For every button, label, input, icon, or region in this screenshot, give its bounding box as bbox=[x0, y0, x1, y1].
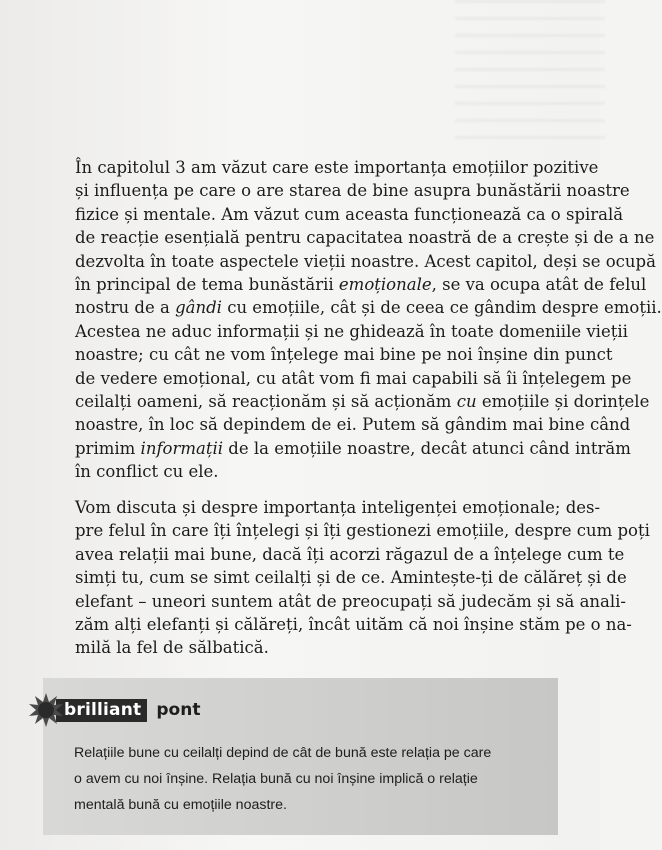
text-line: elefant – uneori suntem atât de preocupați să judecăm și să anali- bbox=[75, 591, 626, 611]
text-line: în conflict cu ele. bbox=[75, 462, 219, 482]
text-line: simți tu, cum se simt ceilalți și de ce. Amintește-ți de călăreț și de bbox=[75, 568, 627, 588]
paragraph-1 bbox=[75, 156, 662, 484]
text-line: fizice și mentale. Am văzut cum aceasta funcționează ca o spirală bbox=[75, 204, 624, 224]
text-line: pre felul în care îți înțelegi și îți gestionezi emoțiile, despre cum poți bbox=[75, 521, 650, 541]
badge-label: brilliant bbox=[56, 699, 147, 722]
emphasis: cu bbox=[456, 392, 477, 412]
emphasis: emoționale bbox=[338, 275, 432, 295]
show-through-text bbox=[455, 0, 605, 140]
text-line: noastre; cu cât ne vom înțelege mai bine pe noi înșine din punct bbox=[75, 345, 613, 365]
text-line: Acestea ne aduc informații și ne ghidează în toate domeniile vieții bbox=[75, 321, 628, 341]
text-line: primim informații de la emoțiile noastre, decât atunci când intrăm bbox=[75, 438, 631, 458]
text-line: de vedere emoțional, cu atât vom fi mai capabili să îi înțelegem pe bbox=[75, 368, 632, 388]
callout-title: pont bbox=[156, 700, 201, 720]
text-line: În capitolul 3 am văzut care este importanța emoțiilor pozitive bbox=[75, 158, 599, 177]
text-line: nostru de a gândi cu emoțiile, cât și de ceea ce gândim despre emoții. bbox=[75, 298, 662, 318]
starburst-icon bbox=[28, 692, 64, 728]
emphasis: informații bbox=[140, 438, 224, 458]
text-line: noastre, în loc să depindem de ei. Putem să gândim mai bine când bbox=[75, 415, 631, 435]
text-line: de reacție esențială pentru capacitatea noastră de a crește și de a ne bbox=[75, 228, 655, 248]
text-line: avea relații mai bune, dacă îți acorzi răgazul de a înțelege cum te bbox=[75, 544, 625, 564]
callout-line: o avem cu noi înșine. Relația bună cu noi înșine implică o relație bbox=[74, 771, 478, 787]
text-line: și influența pe care o are starea de bine asupra bunăstării noastre bbox=[75, 181, 630, 201]
text-line: în principal de tema bunăstării emoționale, se va ocupa atât de felul bbox=[75, 275, 647, 295]
text-line: milă la fel de sălbatică. bbox=[75, 638, 269, 658]
text-line: zăm alți elefanți și călăreți, încât uităm că noi înșine stăm pe o na- bbox=[75, 615, 632, 635]
emphasis: gândi bbox=[175, 298, 222, 318]
callout-text bbox=[74, 740, 504, 818]
text-line: ceilalți oameni, să reacționăm și să acționăm cu emoțiile și dorințele bbox=[75, 392, 650, 412]
text-line: Vom discuta și despre importanța inteligenței emoționale; des- bbox=[75, 498, 601, 517]
callout-line: mentală bună cu emoțiile noastre. bbox=[74, 797, 287, 813]
paragraph-2 bbox=[75, 496, 650, 660]
callout-badge bbox=[28, 697, 200, 723]
text-line: dezvolta în toate aspectele vieții noastre. Acest capitol, deși se ocupă bbox=[75, 251, 656, 271]
callout-line: Relațiile bune cu ceilalți depind de cât de bună este relația pe care bbox=[74, 745, 492, 761]
